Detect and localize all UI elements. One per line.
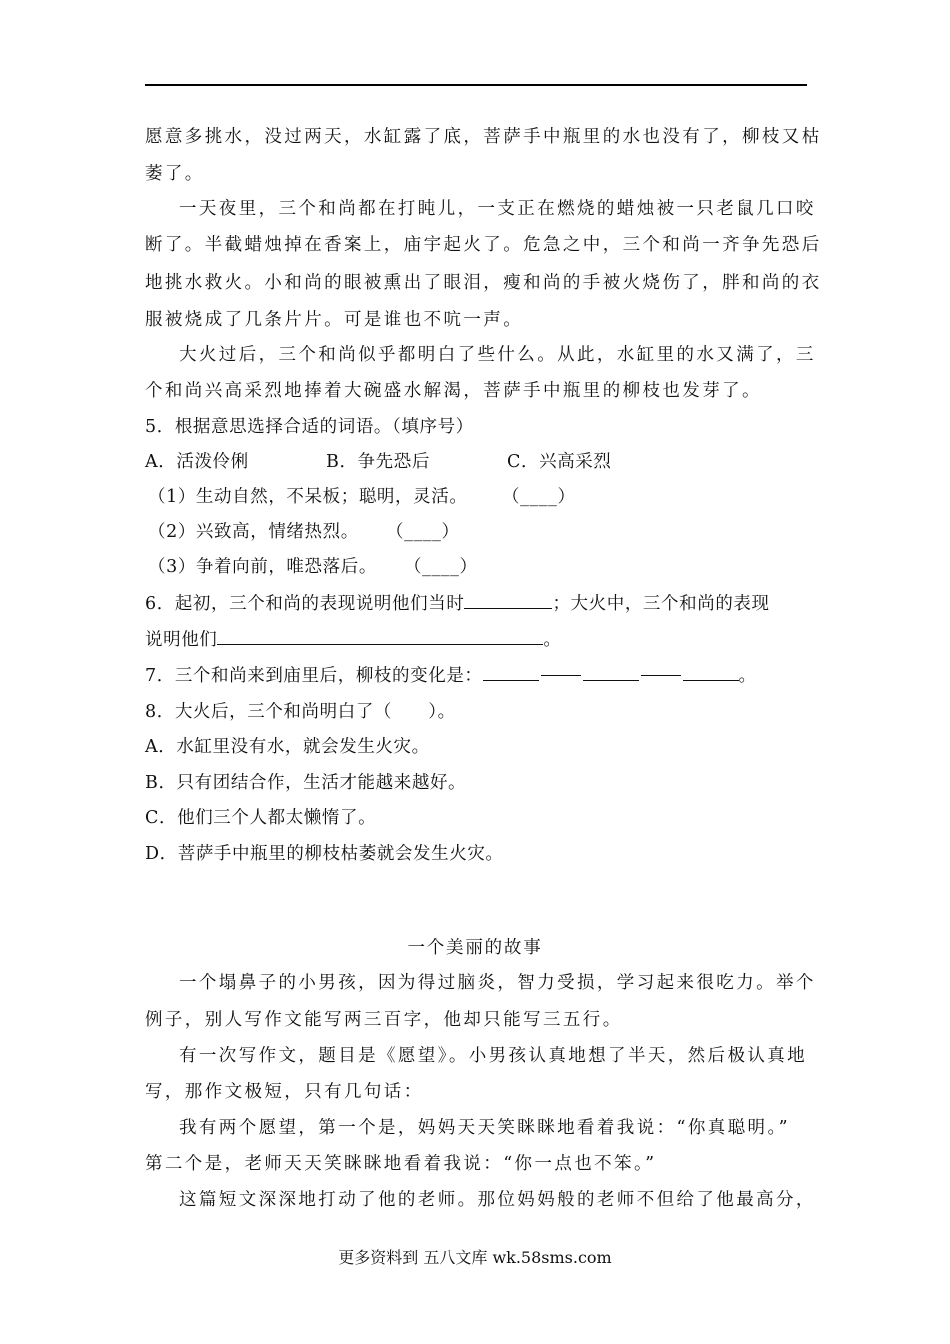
question-6-line-2 — [145, 632, 562, 650]
answer-blank[interactable] — [217, 643, 543, 645]
question-6-text: ；大火中，三个和尚的表现 — [552, 594, 770, 614]
answer-blank[interactable]: （____） — [386, 522, 460, 542]
passage-line: 服被烧成了几条片片。可是谁也不吭一声。 — [145, 310, 524, 330]
answer-blank[interactable]: （____） — [502, 487, 576, 507]
question-5-item-3: （3）争着向前，唯恐落后。 — [148, 557, 377, 577]
passage-line: 我有两个愿望，第一个是，妈妈天天笑眯眯地看着我说：“你真聪明。” — [179, 1118, 790, 1138]
question-8-stem: 8．大火后，三个和尚明白了（ ）。 — [145, 702, 456, 722]
answer-blank[interactable] — [683, 679, 739, 681]
question-6-text: 。 — [543, 630, 562, 650]
passage-2-title: 一个美丽的故事 — [407, 938, 543, 958]
passage-line: 写，那作文极短，只有几句话： — [145, 1082, 424, 1102]
question-6-text: 说明他们 — [145, 630, 218, 650]
answer-blank[interactable]: （____） — [404, 557, 478, 577]
question-8-option-b: B．只有团结合作，生活才能越来越好。 — [145, 773, 467, 793]
answer-blank[interactable] — [583, 679, 639, 681]
passage-line: 断了。半截蜡烛掉在香案上，庙宇起火了。危急之中，三个和尚一齐争先恐后 — [145, 235, 822, 255]
passage-line: 第二个是，老师天天笑眯眯地看着我说：“你一点也不笨。” — [145, 1154, 657, 1174]
question-8-option-d: D．菩萨手中瓶里的柳枝枯萎就会发生火灾。 — [145, 844, 504, 864]
question-7 — [145, 668, 757, 686]
question-7-text: 。 — [738, 666, 757, 686]
passage-line: 有一次写作文，题目是《愿望》。小男孩认真地想了半天，然后极认真地 — [179, 1046, 808, 1066]
question-7-text: 7．三个和尚来到庙里后，柳枝的变化是： — [145, 666, 483, 686]
passage-line: 这篇短文深深地打动了他的老师。那位妈妈般的老师不但给了他最高分， — [179, 1190, 816, 1210]
passage-line: 一个塌鼻子的小男孩，因为得过脑炎，智力受损，学习起来很吃力。举个 — [179, 973, 816, 993]
passage-line: 例子，别人写作文能写两三百字，他却只能写三五行。 — [145, 1010, 623, 1030]
question-5-item-1: （1）生动自然，不呆板；聪明，灵活。 — [148, 487, 468, 507]
passage-line: 大火过后，三个和尚似乎都明白了些什么。从此，水缸里的水又满了，三 — [179, 345, 816, 365]
passage-line: 地挑水救火。小和尚的眼被熏出了眼泪，瘦和尚的手被火烧伤了，胖和尚的衣 — [145, 273, 822, 293]
question-5-option-c: C．兴高采烈 — [507, 452, 612, 472]
dash — [541, 675, 581, 676]
passage-line: 萎了。 — [145, 164, 205, 184]
question-8-option-a: A．水缸里没有水，就会发生火灾。 — [145, 737, 430, 757]
dash — [641, 675, 681, 676]
question-5-option-b: B．争先恐后 — [326, 452, 430, 472]
header-rule — [145, 84, 807, 86]
question-6-line-1 — [145, 596, 770, 614]
passage-line: 个和尚兴高采烈地捧着大碗盛水解渴，菩萨手中瓶里的柳枝也发芽了。 — [145, 381, 762, 401]
passage-line: 一天夜里，三个和尚都在打盹儿，一支正在燃烧的蜡烛被一只老鼠几口咬 — [179, 199, 816, 219]
question-5-stem: 5．根据意思选择合适的词语。（填序号） — [145, 417, 474, 437]
question-5-option-a: A．活泼伶俐 — [145, 452, 249, 472]
question-6-text: 6．起初，三个和尚的表现说明他们当时 — [145, 594, 465, 614]
question-8-option-c: C．他们三个人都太懒惰了。 — [145, 808, 377, 828]
question-5-item-2: （2）兴致高，情绪热烈。 — [148, 522, 359, 542]
answer-blank[interactable] — [483, 679, 539, 681]
footer-link[interactable]: 更多资料到 五八文库 wk.58sms.com — [338, 1248, 612, 1267]
passage-line: 愿意多挑水，没过两天，水缸露了底，菩萨手中瓶里的水也没有了，柳枝又枯 — [145, 127, 822, 147]
answer-blank[interactable] — [464, 607, 552, 609]
